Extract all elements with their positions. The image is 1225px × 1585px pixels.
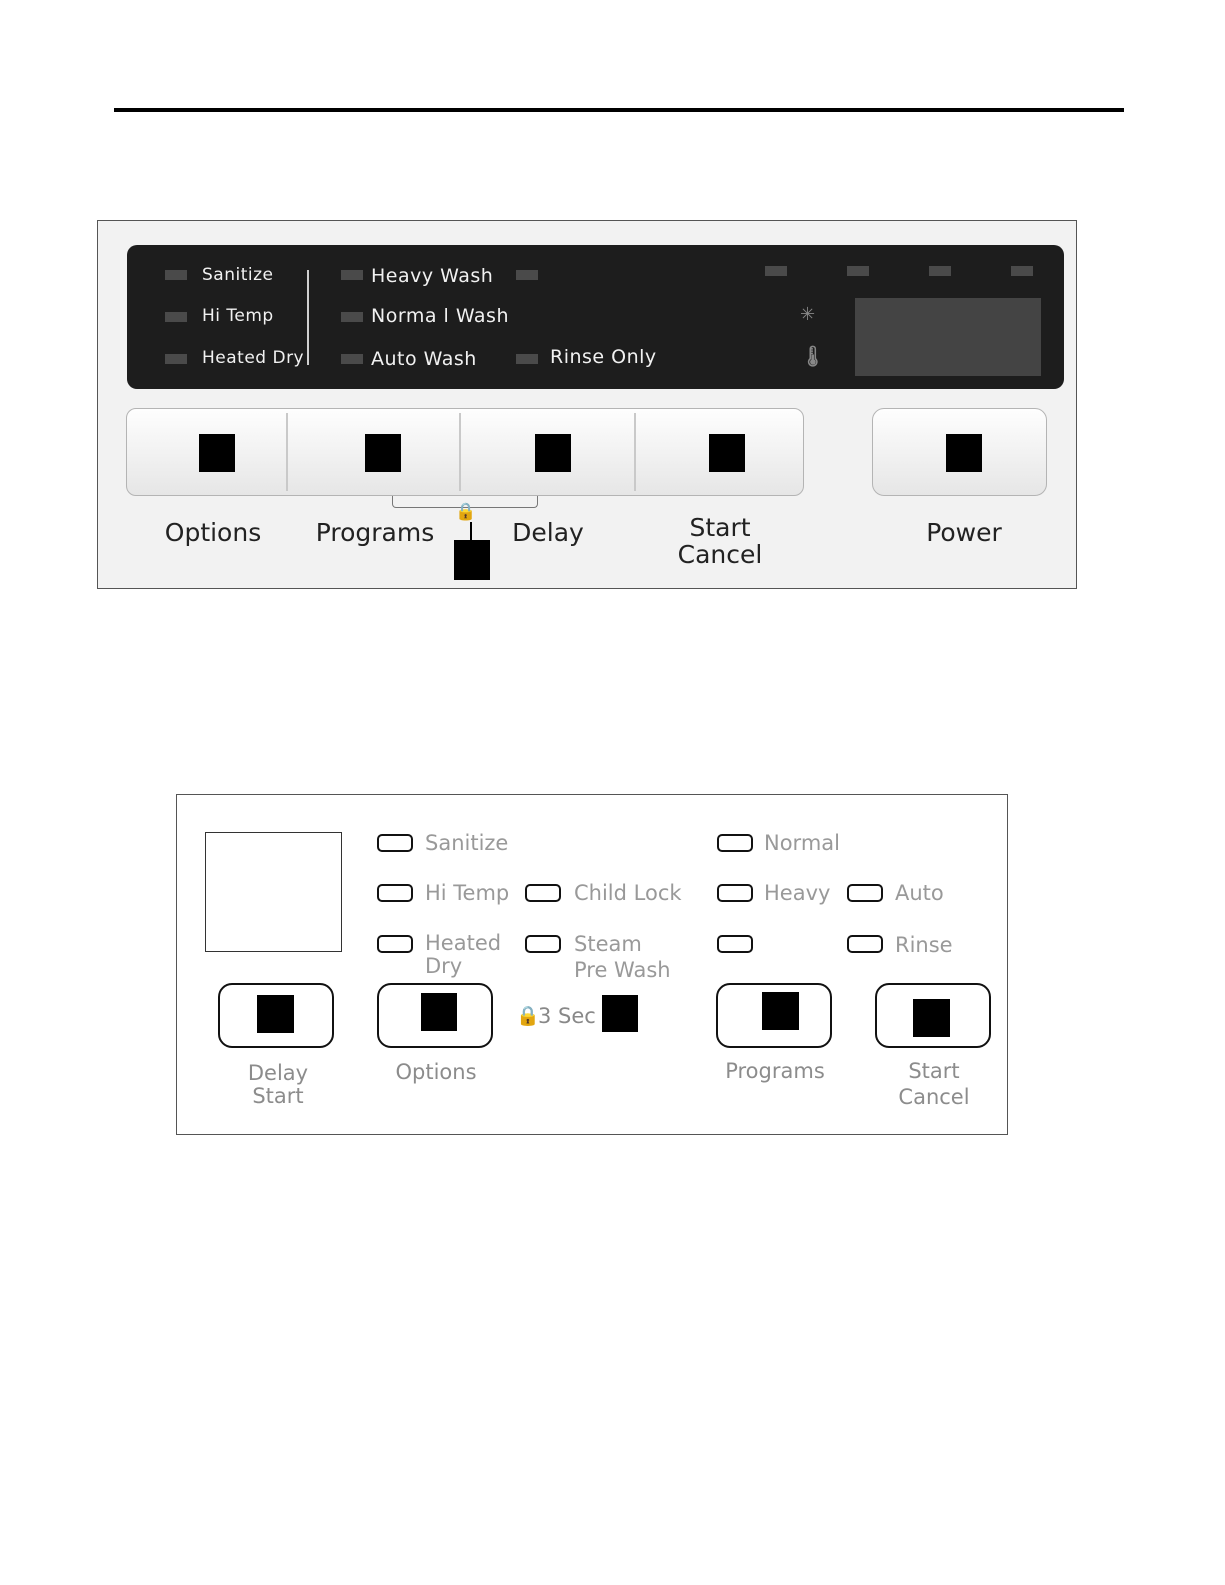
lock-leader-line (470, 522, 472, 540)
power-label: Power (926, 518, 1002, 547)
button-separator (634, 413, 636, 491)
time-display (855, 298, 1041, 376)
start-label: Start (908, 1059, 960, 1083)
auto-wash-led (341, 354, 363, 364)
heavy-wash-led (341, 270, 363, 280)
status-led-4 (1011, 266, 1033, 276)
normal-wash-label: Norma l Wash (371, 305, 509, 327)
status-led-2 (847, 266, 869, 276)
child-lock-label: Child Lock (574, 881, 682, 905)
heavy-led (717, 884, 753, 902)
delay-label: Delay (512, 518, 584, 547)
lock-hold-label: 3 Sec (538, 1004, 596, 1028)
lock-callout-marker (454, 540, 490, 580)
auto-label: Auto (895, 881, 944, 905)
heavy-wash-label: Heavy Wash (371, 265, 494, 287)
cancel-label: Cancel (677, 540, 763, 569)
cancel-label: Cancel (898, 1085, 970, 1109)
heavy-label: Heavy (764, 881, 831, 905)
start-label: Start (252, 1084, 304, 1108)
heated-label: Heated (425, 931, 502, 955)
options-label: Options (395, 1060, 477, 1084)
child-lock-led (525, 884, 561, 902)
delay-label: Delay (247, 1061, 309, 1085)
heated-dry-led (377, 935, 413, 953)
normal-label: Normal (764, 831, 840, 855)
heated-dry-label: Heated Dry (202, 348, 305, 368)
lock-icon: 🔒 (516, 1005, 540, 1027)
steam-pre-wash-led (525, 935, 561, 953)
power-button-pad[interactable] (946, 434, 982, 472)
button-separator (286, 413, 288, 491)
start-cancel-pad[interactable] (913, 999, 950, 1037)
auto-led (847, 884, 883, 902)
time-display (205, 832, 342, 952)
hi-temp-label: Hi Temp (425, 881, 510, 905)
options-button[interactable] (199, 434, 235, 472)
auto-wash-label: Auto Wash (371, 348, 477, 370)
sanitize-label: Sanitize (202, 265, 274, 285)
status-led-3 (929, 266, 951, 276)
start-label: Start (689, 513, 751, 542)
lock-icon: 🔒 (455, 502, 477, 522)
options-label: Options (164, 518, 262, 547)
heated-dry-led (165, 354, 187, 364)
sanitize-label: Sanitize (425, 831, 509, 855)
thermometer-icon: 🌡 (800, 344, 826, 368)
options-pad[interactable] (421, 993, 457, 1031)
programs-label: Programs (725, 1059, 825, 1083)
hi-temp-led (377, 884, 413, 902)
steam-label: Steam (574, 932, 642, 956)
unlabeled-led (516, 270, 538, 280)
delay-button[interactable] (535, 434, 571, 472)
button-separator (459, 413, 461, 491)
rinse-only-led (516, 354, 538, 364)
start-cancel-button[interactable] (709, 434, 745, 472)
sanitize-led (377, 834, 413, 852)
pre-wash-label: Pre Wash (574, 958, 671, 982)
normal-led (717, 834, 753, 852)
hi-temp-label: Hi Temp (202, 306, 274, 326)
sun-icon: ✳ (800, 304, 816, 325)
programs-label: Programs (315, 518, 435, 547)
indicator-divider (307, 270, 309, 365)
hi-temp-led (165, 312, 187, 322)
rinse-only-label: Rinse Only (550, 346, 657, 368)
rinse-led (847, 935, 883, 953)
header-rule (114, 108, 1124, 112)
delay-start-pad[interactable] (257, 995, 294, 1033)
rinse-label: Rinse (895, 933, 953, 957)
normal-wash-led (341, 312, 363, 322)
lock-callout-marker (602, 995, 638, 1032)
dry-label: Dry (425, 954, 463, 978)
sanitize-led (165, 270, 187, 280)
programs-button[interactable] (365, 434, 401, 472)
unlabeled-program-led (717, 935, 753, 953)
programs-pad[interactable] (762, 992, 799, 1030)
status-led-1 (765, 266, 787, 276)
